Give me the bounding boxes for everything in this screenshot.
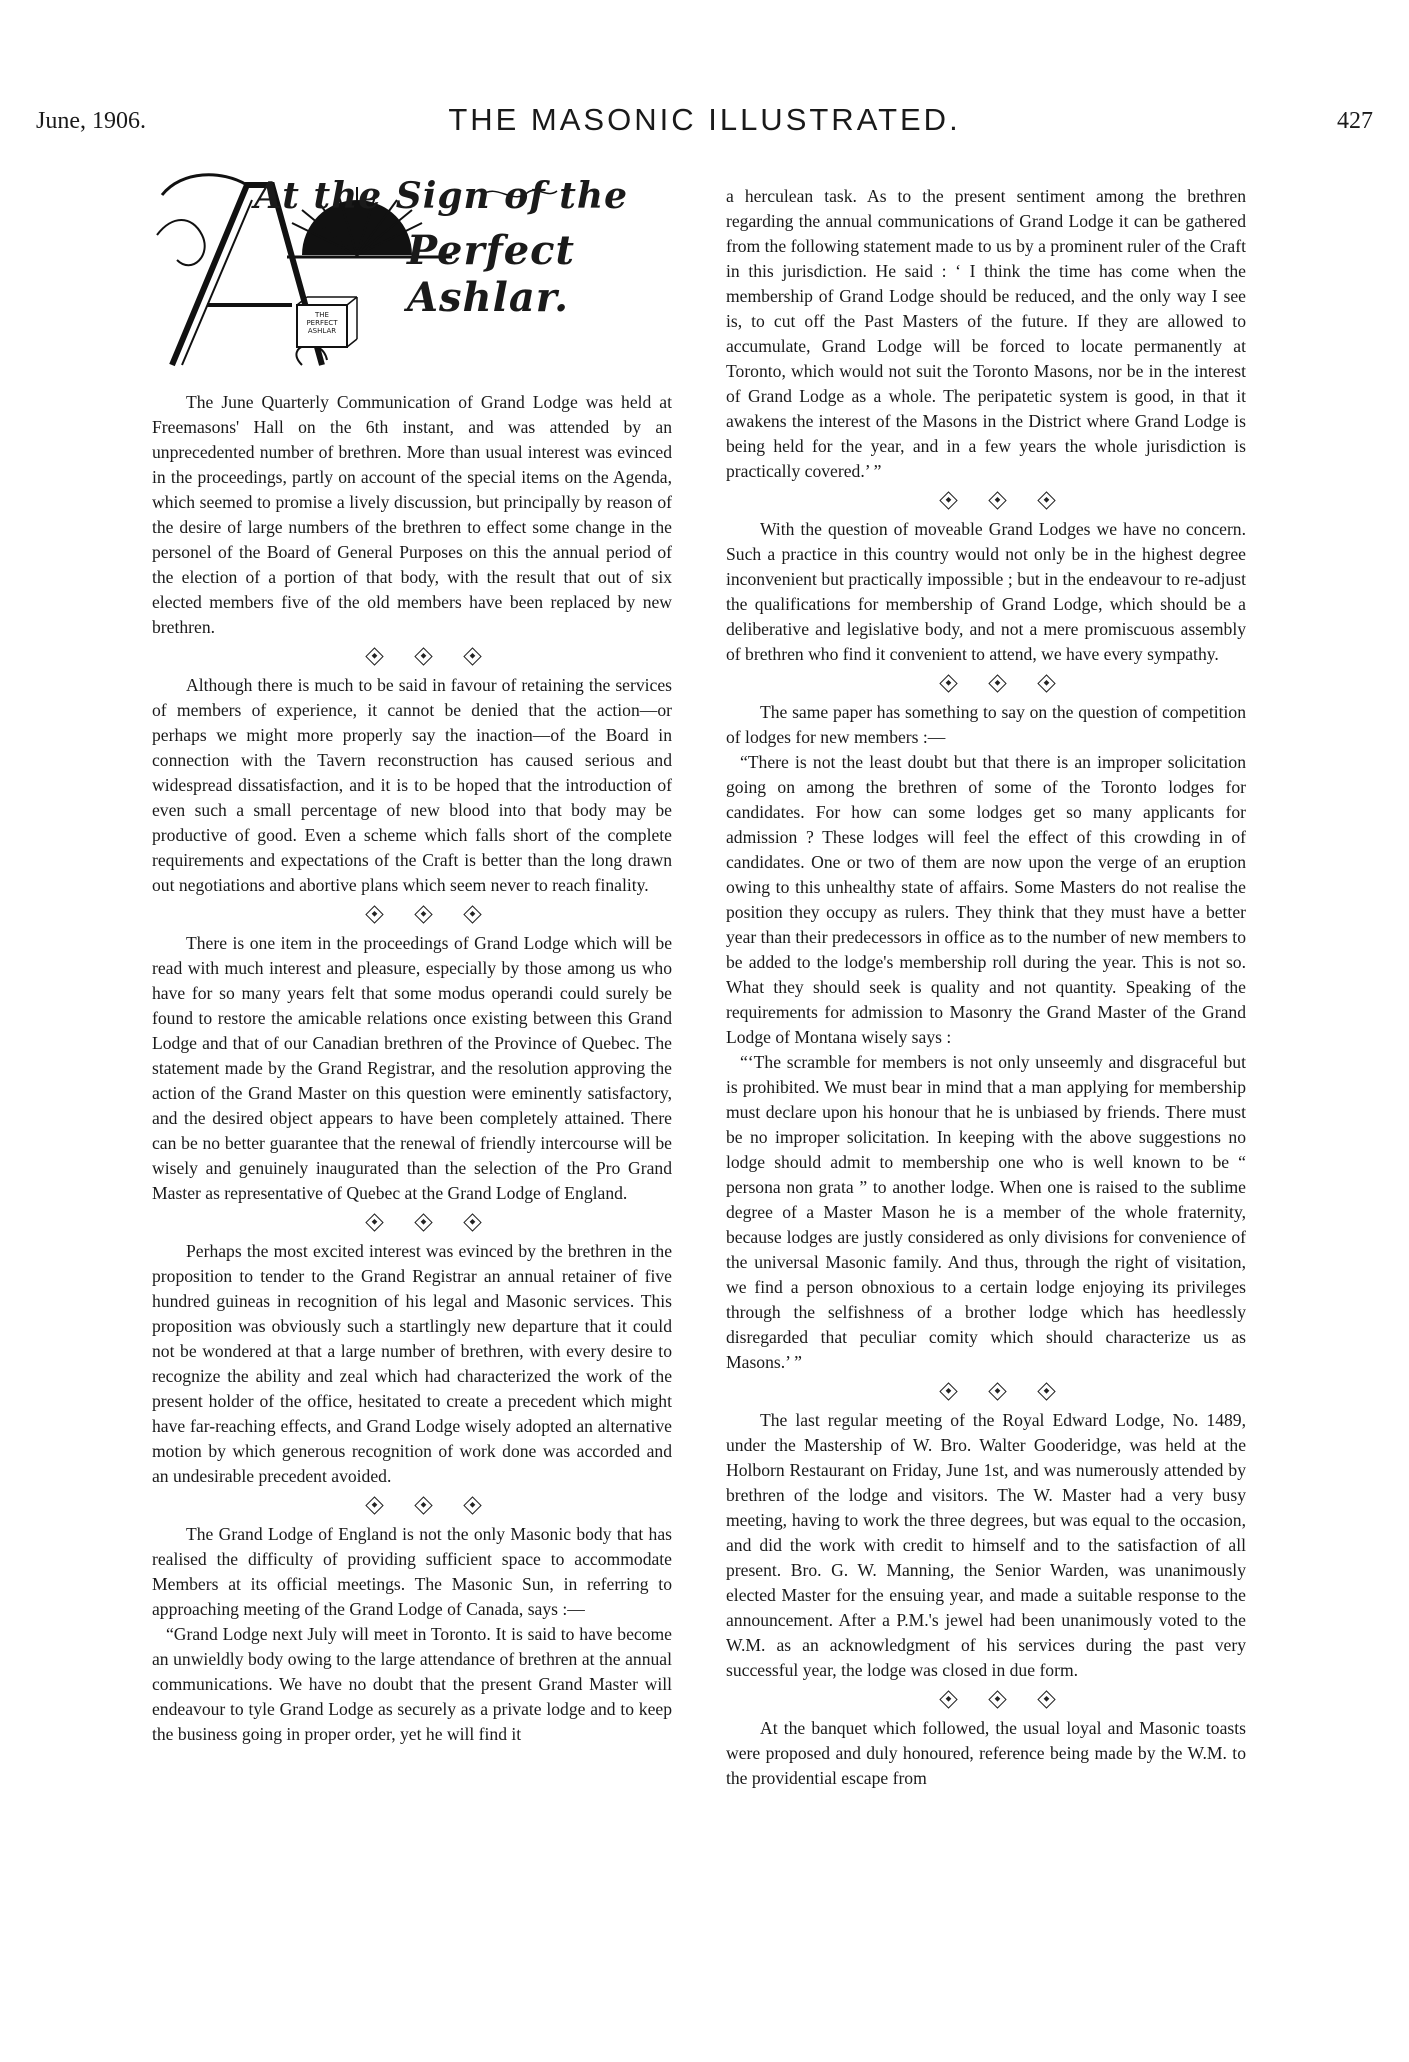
page-header [0, 0, 1409, 140]
paragraph: At the banquet which followed, the usual loyal and Masonic toasts were proposed and duly honoured, reference being made by the W.M. to the providential escape from [726, 1718, 1246, 1788]
separator-icon [152, 1206, 672, 1239]
ashlar-label: THE PERFECT ASHLAR [306, 311, 338, 335]
heading-line-2: Perfect Ashlar. [407, 227, 576, 321]
paragraph: a herculean task. As to the present sentiment among the brethren regarding the annual communications of Grand Lodge it can be gathered from the following statement made to us by a prominent ruler of the Craft in this jurisdiction. He said : ‘ I think the time has come when the membership of Grand Lodge should be reduced, and the only way I see is, to cut off the Past Masters of the future. If they are allowed to accumulate, Grand Lodge will be forced to locate permanently at Toronto, which would not suit the Toronto Masons, nor be in the interest of Grand Lodge as a whole. The peripatetic system is good, in that it awakens the interest of the Masons in the District where Grand Lodge is being held for the year, and in a few years the whole jurisdiction is practically covered.’ ” [726, 186, 1246, 481]
page-number: 427 [1337, 108, 1373, 134]
separator-icon [152, 1489, 672, 1522]
paragraph: Perhaps the most excited interest was evinced by the brethren in the proposition to tender to the Grand Registrar an annual retainer of five hundred guineas in recognition of his legal and Masonic services. This proposition was obviously such a startlingly new departure that it could not be wondered at that a large number of brethren, with every desire to recognize the ability and zeal which had characterized the work of the present holder of the office, hesitated to create a precedent which might have far-reaching effects, and Grand Lodge wisely adopted an alternative motion by which generous recognition of work done was accorded and an undesirable precedent avoided. [152, 1241, 672, 1486]
separator-icon [726, 1375, 1246, 1408]
left-column [152, 165, 672, 1747]
paragraph: The last regular meeting of the Royal Edward Lodge, No. 1489, under the Mastership of W. Bro. Walter Gooderidge, was held at the Holborn Restaurant on Friday, June 1st, and was numerously attended by brethren of the lodge and visitors. The W. Master had a very busy meeting, having to work the three degrees, but was equal to the occasion, and did the work with credit to himself and to the satisfaction of all present. Bro. G. W. Manning, the Senior Warden, was unanimously elected Master for the ensuing year, and made a suitable response to the announcement. After a P.M.'s jewel had been unanimously voted to the W.M. as an acknowledgment of his services during the past very successful year, the lodge was closed in due form. [726, 1410, 1246, 1680]
paragraph: With the question of moveable Grand Lodges we have no concern. Such a practice in this country would not only be in the highest degree inconvenient but practically impossible ; but in the endeavour to re-adjust the qualifications for membership of Grand Lodge, which should be a deliberative and legislative body, and not a mere promiscuous assembly of brethren who find it convenient to attend, we have every sympathy. [726, 519, 1246, 664]
separator-icon [726, 1683, 1246, 1716]
quote-paragraph: “‘The scramble for members is not only unseemly and disgraceful but is prohibited. We must bear in mind that a man applying for membership must declare upon his honour that he is unbiased by friends. There must be no improper solicitation. In keeping with the above suggestions no lodge should admit to membership one who is well known to be “ persona non grata ” to another lodge. When one is raised to the sublime degree of a Master Mason he is a member of the whole fraternity, because lodges are justly considered as only divisions for convenience of the universal Masonic family. And thus, through the right of visitation, we find a person obnoxious to a certain lodge enjoying its privileges through the selfishness of a brother lodge which has heedlessly disregarded that peculiar comity which should characterize us as Masons.’ ” [726, 1052, 1246, 1372]
publication-title: THE MASONIC ILLUSTRATED. [448, 102, 961, 137]
paragraph: The Grand Lodge of England is not the only Masonic body that has realised the difficulty of providing sufficient space to accommodate Members at its official meetings. The Masonic Sun, in referring to approaching meeting of the Grand Lodge of Canada, says :— [152, 1524, 672, 1619]
issue-date: June, 1906. [36, 108, 146, 134]
paragraph: The same paper has something to say on the question of competition of lodges for new members :— [726, 702, 1246, 747]
quote-paragraph: “Grand Lodge next July will meet in Toronto. It is said to have become an unwieldly body owing to the large attendance of brethren at the annual communications. We have no doubt that the present Grand Master will endeavour to tyle Grand Lodge as securely as a private lodge and to keep the business going in proper order, yet he will find it [152, 1624, 672, 1744]
paragraph: The June Quarterly Communication of Grand Lodge was held at Freemasons' Hall on the 6th instant, and was attended by an unprecedented number of brethren. More than usual interest was evinced in the proceedings, partly on account of the special items on the Agenda, which seemed to promise a lively discussion, but principally by reason of the desire of large numbers of the brethren to effect some change in the personel of the Board of General Purposes on this the annual period of the election of a portion of that body, with the result that out of six elected members five of the old members have been replaced by new brethren. [152, 392, 672, 637]
heading-line-1: At the Sign of the [254, 175, 628, 217]
separator-icon [152, 640, 672, 673]
right-column [726, 184, 1246, 1791]
separator-icon [152, 898, 672, 931]
separator-icon [726, 667, 1246, 700]
paragraph: Although there is much to be said in favour of retaining the services of members of experience, it cannot be denied that the action—or perhaps we might more properly say the inaction—of the Board in connection with the Tavern reconstruction has caused serious and widespread dissatisfaction, and it is to be hoped that the introduction of even such a small percentage of new blood into that body may be productive of good. Even a scheme which falls short of the complete requirements and expectations of the Craft is better than the long drawn out negotiations and abortive plans which seem never to reach finality. [152, 675, 672, 895]
quote-paragraph: “There is not the least doubt but that there is an improper solicitation going on among the brethren of some of the Toronto lodges for candidates. For how can some lodges get so many applicants for admission ? These lodges will feel the effect of this crowding in of candidates. One or two of them are now upon the verge of an eruption owing to this unhealthy state of affairs. Some Masters do not realise the position they occupy as rulers. They think that they must have a better year than their predecessors in office as to the number of new members to be added to the lodge's membership roll during the year. This is not so. What they should seek is quality and not quantity. Speaking of the requirements for admission to Masonry the Grand Master of the Grand Lodge of Montana wisely says : [726, 752, 1246, 1047]
section-heading [152, 165, 672, 380]
paragraph: There is one item in the proceedings of Grand Lodge which will be read with much interest and pleasure, especially by those among us who have for so many years felt that some modus operandi could surely be found to restore the amicable relations once existing between this Grand Lodge and that of our Canadian brethren of the Province of Quebec. The statement made by the Grand Registrar, and the resolution approving the action of the Grand Master on this question were eminently satisfactory, and the desired object appears to have been completely attained. There can be no better guarantee that the renewal of friendly intercourse will be wisely and genuinely inaugurated than the selection of the Pro Grand Master as representative of Quebec at the Grand Lodge of England. [152, 933, 672, 1203]
separator-icon [726, 484, 1246, 517]
